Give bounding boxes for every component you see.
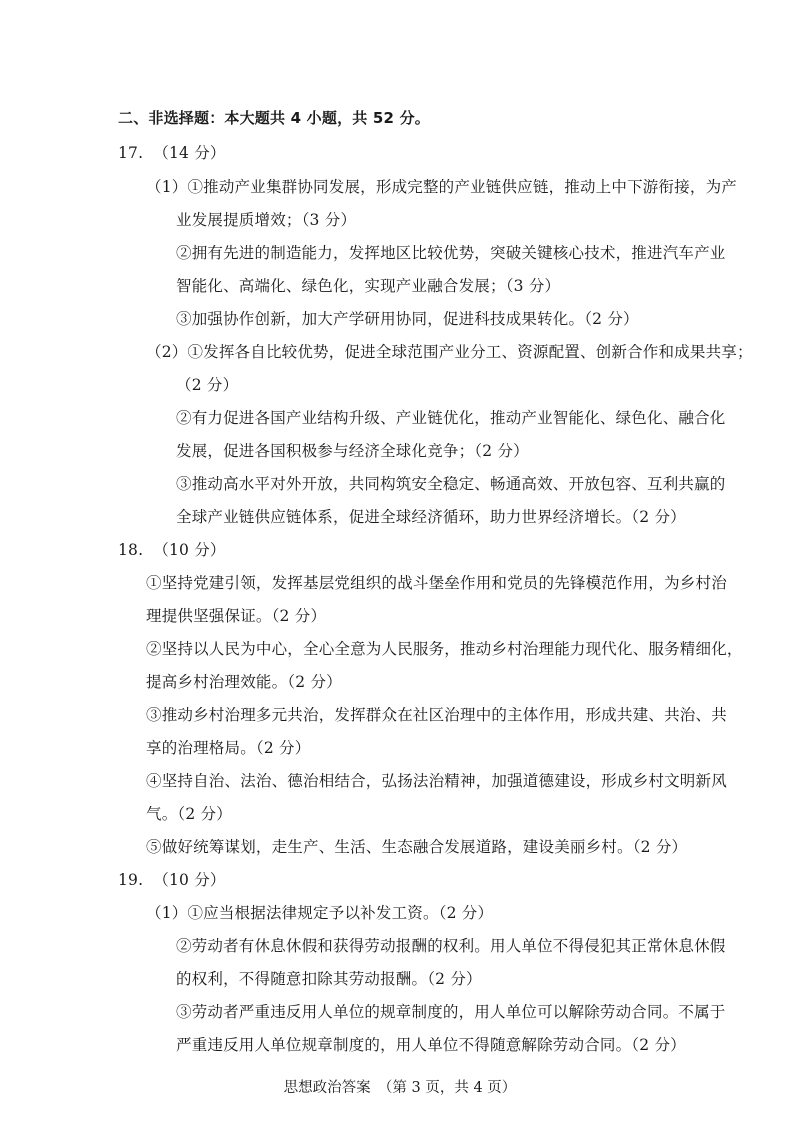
answer-line: 理提供坚强保证。（2 分） <box>146 607 327 625</box>
answer-line: 气。（2 分） <box>146 805 232 823</box>
answer-line: （1）①应当根据法律规定予以补发工资。（2 分） <box>146 904 494 922</box>
answer-line: ①坚持党建引领，发挥基层党组织的战斗堡垒作用和党员的先锋模范作用，为乡村治 <box>146 574 727 592</box>
answer-line: 严重违反用人单位规章制度的，用人单位不得随意解除劳动合同。（2 分） <box>176 1036 686 1054</box>
question-score: （10 分） <box>153 541 226 559</box>
answer-line: 智能化、高端化、绿色化，实现产业融合发展；（3 分） <box>176 277 561 295</box>
answer-line: 的权利，不得随意扣除其劳动报酬。（2 分） <box>176 970 482 988</box>
question-score: （14 分） <box>153 144 226 162</box>
answer-line: （2）①发挥各自比较优势，促进全球范围产业分工、资源配置、创新合作和成果共享； <box>146 343 753 361</box>
question-number: 18. <box>118 541 144 559</box>
answer-line: ④坚持自治、法治、德治相结合，弘扬法治精神，加强道德建设，形成乡村文明新风 <box>146 772 727 790</box>
answer-line: ②坚持以人民为中心，全心全意为人民服务，推动乡村治理能力现代化、服务精细化， <box>146 640 743 658</box>
answer-line: ③推动高水平对外开放，共同构筑安全稳定、畅通高效、开放包容、互利共赢的 <box>176 475 726 493</box>
answer-line: 享的治理格局。（2 分） <box>146 739 311 757</box>
answer-line: ⑤做好统筹谋划，走生产、生活、生态融合发展道路，建设美丽乡村。（2 分） <box>146 838 688 856</box>
answer-line: ②劳动者有休息休假和获得劳动报酬的权利。用人单位不得侵犯其正常休息休假 <box>176 937 726 955</box>
answer-line: ③劳动者严重违反用人单位的规章制度的，用人单位可以解除劳动合同。不属于 <box>176 1003 726 1021</box>
answer-line: 提高乡村治理效能。（2 分） <box>146 673 342 691</box>
answer-line: 业发展提质增效；（3 分） <box>176 211 357 229</box>
answer-line: ②拥有先进的制造能力，发挥地区比较优势，突破关键核心技术，推进汽车产业 <box>176 244 726 262</box>
section-heading: 二、非选择题：本大题共 4 小题，共 52 分。 <box>118 109 431 127</box>
answer-line: 全球产业链供应链体系，促进全球经济循环，助力世界经济增长。（2 分） <box>176 508 686 526</box>
question-number: 17. <box>118 144 144 162</box>
answer-line: （2 分） <box>176 376 239 394</box>
answer-line: ②有力促进各国产业结构升级、产业链优化，推动产业智能化、绿色化、融合化 <box>176 409 726 427</box>
answer-line: ③加强协作创新，加大产学研用协同，促进科技成果转化。（2 分） <box>176 310 639 328</box>
question-score: （10 分） <box>153 871 226 889</box>
question-18-header <box>118 540 226 560</box>
answer-line: 发展，促进各国积极参与经济全球化竞争；（2 分） <box>176 442 529 460</box>
question-17-header <box>118 143 226 163</box>
answer-line: （1）①推动产业集群协同发展，形成完整的产业链供应链，推动上中下游衔接，为产 <box>146 178 737 196</box>
question-19-header <box>118 870 226 890</box>
question-number: 19. <box>118 871 144 889</box>
page-footer: 思想政治答案 （第 3 页，共 4 页） <box>283 1080 517 1096</box>
answer-line: ③推动乡村治理多元共治，发挥群众在社区治理中的主体作用，形成共建、共治、共 <box>146 706 727 724</box>
